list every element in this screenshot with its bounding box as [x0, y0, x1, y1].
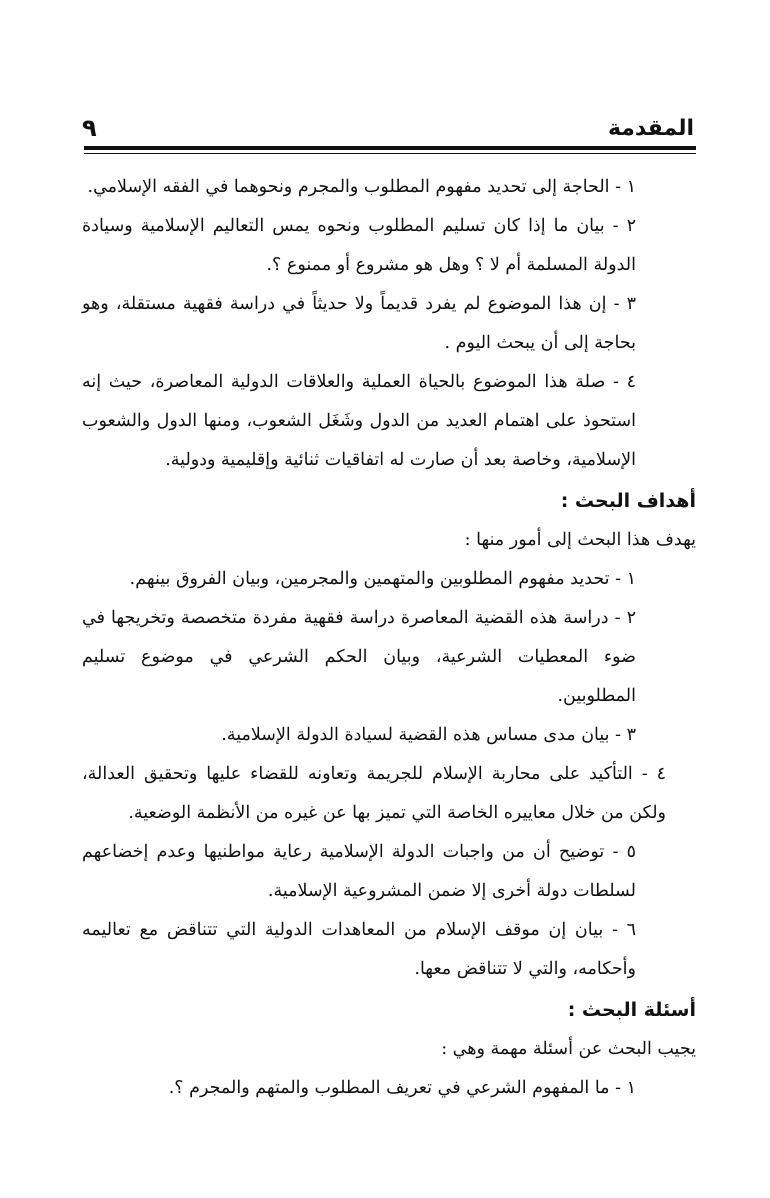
page-body — [82, 168, 696, 1108]
header-rule-thin — [84, 153, 696, 154]
header-rule-thick — [84, 146, 696, 150]
question-item-1: ١ - ما المفهوم الشرعي في تعريف المطلوب والمتهم والمجرم ؟. — [168, 1078, 636, 1098]
goal-item-3: ٣ - بيان مدى مساس هذه القضية لسيادة الدولة الإسلامية. — [221, 725, 636, 745]
questions-intro: يجيب البحث عن أسئلة مهمة وهي : — [441, 1039, 696, 1059]
goal-item-2: ٢ - دراسة هذه القضية المعاصرة دراسة فقهية مفردة متخصصة وتخريجها في ضوء المعطيات الشرعية، وبيان الحكم الشرعي في موضوع تسليم المطلوبين. — [82, 608, 636, 706]
goal-item-4: ٤ - التأكيد على محاربة الإسلام للجريمة وتعاونه للقضاء عليها وتحقيق العدالة، ولكن من خلال معاييره الخاصة التي تميز بها عن غيره من الأنظمة الوضعية. — [82, 764, 666, 823]
questions-heading: أسئلة البحث : — [567, 999, 696, 1021]
goals-heading: أهداف البحث : — [560, 490, 696, 512]
intro-paragraph-3: ٣ - إن هذا الموضوع لم يفرد قديماً ولا حديثاً في دراسة فقهية مستقلة، وهو بحاجة إلى أن يبحث اليوم . — [82, 294, 636, 353]
intro-paragraph-1: ١ - الحاجة إلى تحديد مفهوم المطلوب والمجرم ونحوهما في الفقه الإسلامي. — [87, 177, 636, 197]
chapter-title: المقدمة — [607, 116, 694, 141]
page-number: ٩ — [82, 114, 97, 142]
goal-item-1: ١ - تحديد مفهوم المطلوبين والمتهمين والمجرمين، وبيان الفروق بينهم. — [129, 569, 636, 589]
intro-paragraph-2: ٢ - بيان ما إذا كان تسليم المطلوب ونحوه يمس التعاليم الإسلامية وسيادة الدولة المسلمة أم لا ؟ وهل هو مشروع أو ممنوع ؟. — [82, 216, 636, 275]
goal-item-6: ٦ - بيان إن موقف الإسلام من المعاهدات الدولية التي تتناقض مع تعاليمه وأحكامه، والتي لا تتناقض معها. — [82, 920, 636, 979]
goal-item-5: ٥ - توضيح أن من واجبات الدولة الإسلامية رعاية مواطنيها وعدم إخضاعهم لسلطات دولة أخرى إلا ضمن المشروعية الإسلامية. — [82, 842, 636, 901]
goals-intro: يهدف هذا البحث إلى أمور منها : — [464, 530, 696, 550]
intro-paragraph-4: ٤ - صلة هذا الموضوع بالحياة العملية والعلاقات الدولية المعاصرة، حيث إنه استحوذ على اهتمام العديد من الدول وشَغَل الشعوب، ومنها الدول والشعوب الإسلامية، وخاصة بعد أن صارت له اتفاقيات ثنائية وإقليمية ودولية. — [82, 372, 636, 470]
